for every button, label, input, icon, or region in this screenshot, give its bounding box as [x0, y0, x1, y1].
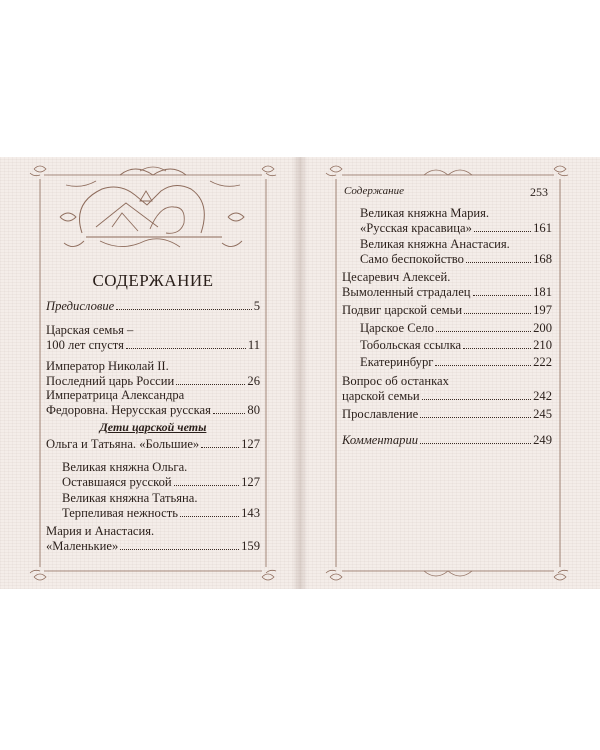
dot-leader: [126, 348, 246, 349]
toc-entry-title: Великая княжна Мария.: [360, 206, 490, 220]
toc-entry: [46, 338, 260, 353]
toc-entry: [46, 374, 260, 389]
toc-entry-subtitle: Само беспокойство: [360, 252, 464, 266]
toc-entry-title: Великая княжна Татьяна.: [62, 491, 198, 505]
toc-page-number: 181: [533, 285, 552, 299]
toc-page-number: 127: [241, 437, 260, 451]
dot-leader: [436, 331, 531, 332]
dot-leader: [435, 365, 531, 366]
toc-entry: [360, 321, 552, 336]
toc-entry: [342, 285, 552, 300]
toc-page-number: 210: [533, 338, 552, 352]
dot-leader: [174, 485, 239, 486]
toc-entry-title: Предисловие: [46, 299, 115, 313]
toc-entry-subtitle: Вымоленный страдалец: [342, 285, 471, 299]
toc-page-number: 159: [241, 539, 260, 553]
dot-leader: [116, 309, 251, 310]
toc-page-number: 143: [241, 506, 260, 520]
toc-page-number: 197: [533, 303, 552, 317]
toc-page-number: 26: [247, 374, 260, 388]
toc-entry-title: Цесаревич Алексей.: [342, 270, 451, 284]
toc-entry-title: Комментарии: [342, 433, 419, 447]
toc-entry-subtitle: Федоровна. Нерусская русская: [46, 403, 211, 417]
running-page-number: 253: [530, 185, 548, 199]
toc-page-number: 168: [533, 252, 552, 266]
dot-leader: [176, 384, 245, 385]
toc-entry-subtitle: царской семьи: [342, 389, 420, 403]
toc-entry: [46, 299, 260, 314]
toc-entry-title: Тобольская ссылка: [360, 338, 462, 352]
toc-page-number: 80: [247, 403, 260, 417]
toc-entry: [46, 539, 260, 554]
toc-page-number: 245: [533, 407, 552, 421]
dot-leader: [201, 447, 239, 448]
toc-entry: [342, 433, 552, 448]
toc-entry: [46, 437, 260, 452]
toc-entry-title: Мария и Анастасия.: [46, 524, 155, 538]
dot-leader: [422, 399, 531, 400]
toc-entry-title: Прославление: [342, 407, 419, 421]
toc-entry: [62, 506, 260, 521]
toc-page-number: 161: [533, 221, 552, 235]
toc-entry-title: Император Николай II.: [46, 359, 169, 373]
book-gutter: [292, 157, 308, 589]
dot-leader: [420, 417, 531, 418]
toc-page-number: 222: [533, 355, 552, 369]
section-heading: Дети царской четы: [99, 420, 207, 434]
toc-entry: [62, 475, 260, 490]
dot-leader: [213, 413, 245, 414]
dot-leader: [120, 549, 239, 550]
toc-entry-subtitle: «Маленькие»: [46, 539, 119, 553]
toc-entry-title: Ольга и Татьяна. «Большие»: [46, 437, 200, 451]
toc-entry: [342, 389, 552, 404]
toc-entry-subtitle: Оставшаяся русской: [62, 475, 172, 489]
toc-page-number: 242: [533, 389, 552, 403]
toc-entry-title: Великая княжна Ольга.: [62, 460, 188, 474]
dot-leader: [474, 231, 531, 232]
dot-leader: [466, 262, 531, 263]
toc-entry-title: Царская семья –: [46, 323, 134, 337]
toc-entry-title: Вопрос об останках: [342, 374, 449, 388]
running-head: Содержание: [344, 185, 405, 197]
toc-entry: [360, 338, 552, 353]
right-page: [300, 157, 600, 589]
toc-entry-title: Подвиг царской семьи: [342, 303, 463, 317]
vignette-illustration-icon: [60, 185, 244, 247]
toc-entry: [360, 221, 552, 236]
corner-ornament-icon: [30, 166, 46, 176]
book-spread: [0, 157, 600, 589]
toc-entry: [342, 303, 552, 318]
toc-entry-title: Императрица Александра: [46, 388, 185, 402]
page-title: СОДЕРЖАНИЕ: [92, 271, 214, 290]
toc-page-number: 249: [533, 433, 552, 447]
toc-page-number: 11: [247, 338, 260, 352]
dot-leader: [473, 295, 532, 296]
dot-leader: [180, 516, 239, 517]
toc-page-number: 127: [241, 475, 260, 489]
dot-leader: [464, 313, 531, 314]
toc-entry: [342, 407, 552, 422]
toc-entry-title: Царское Село: [360, 321, 434, 335]
toc-entry-subtitle: Терпеливая нежность: [62, 506, 178, 520]
dot-leader: [463, 348, 531, 349]
toc-entry-title: Екатеринбург: [360, 355, 434, 369]
toc-entry-title: Великая княжна Анастасия.: [360, 237, 510, 251]
toc-entry: [360, 252, 552, 267]
toc-entry: [360, 355, 552, 370]
toc-entry-subtitle: «Русская красавица»: [360, 221, 472, 235]
toc-page-number: 200: [533, 321, 552, 335]
toc-page-number: 5: [253, 299, 260, 313]
dot-leader: [420, 443, 531, 444]
toc-entry: [46, 403, 260, 418]
toc-entry-subtitle: 100 лет спустя: [46, 338, 124, 352]
toc-entry-subtitle: Последний царь России: [46, 374, 175, 388]
left-page: [0, 157, 300, 589]
